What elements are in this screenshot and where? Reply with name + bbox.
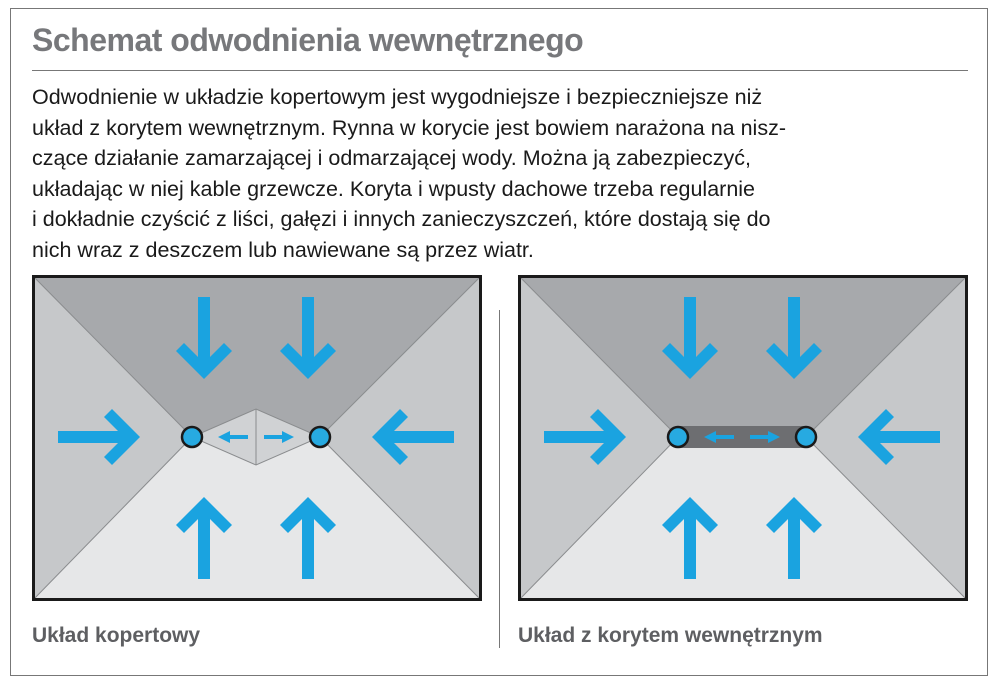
roof-drain-icon (668, 427, 688, 447)
caption-internal-gutter-system: Układ z korytem wewnętrznym (518, 624, 823, 647)
paragraph-line: układ z korytem wewnętrznym. Rynna w korycie jest bowiem narażona na nisz- (32, 115, 786, 140)
envelope-roof-diagram (32, 275, 482, 601)
paragraph-line: układając w niej kable grzewcze. Koryta i wpusty dachowe trzeba regularnie (32, 176, 756, 201)
roof-drain-icon (796, 427, 816, 447)
diagram-separator (499, 310, 500, 648)
description-paragraph (32, 82, 972, 265)
paragraph-line: Odwodnienie w układzie kopertowym jest wygodniejsze i bezpieczniejsze niż (32, 85, 763, 109)
roof-drain-icon (182, 427, 202, 447)
internal-gutter-trough (678, 426, 806, 448)
internal-gutter-roof-diagram (518, 275, 968, 601)
title-divider (32, 70, 968, 71)
caption-envelope-system: Układ kopertowy (32, 624, 201, 647)
roof-drain-icon (310, 427, 330, 447)
paragraph-line: i dokładnie czyścić z liści, gałęzi i innych zanieczyszczeń, które dostają się do (32, 207, 771, 231)
paragraph-line: nich wraz z deszczem lub nawiewane są przez wiatr. (32, 237, 534, 262)
paragraph-line: czące działanie zamarzającej i odmarzającej wody. Można ją zabezpieczyć, (32, 146, 751, 170)
page-title: Schemat odwodnienia wewnętrznego (32, 22, 584, 58)
